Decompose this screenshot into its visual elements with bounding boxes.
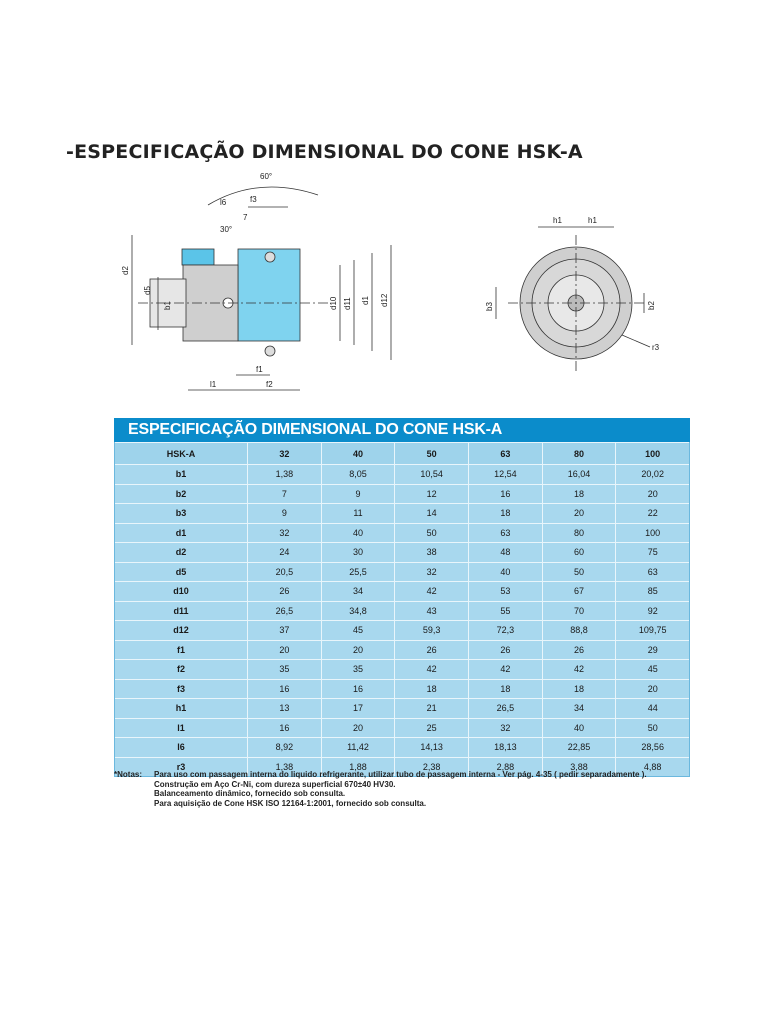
value-cell: 63 <box>468 443 542 464</box>
value-cell: 26 <box>468 641 542 660</box>
value-cell: 24 <box>247 543 321 562</box>
value-cell: 100 <box>615 524 689 543</box>
value-cell: 18,13 <box>468 738 542 757</box>
value-cell: 72,3 <box>468 621 542 640</box>
value-cell: 20 <box>542 504 616 523</box>
row-label-cell: f1 <box>176 644 185 655</box>
value-cell: 1,38 <box>247 758 321 777</box>
value-cell: 43 <box>394 602 468 621</box>
value-cell: 4,88 <box>615 758 689 777</box>
value-cell: 18 <box>542 485 616 504</box>
value-cell: 42 <box>394 660 468 679</box>
value-cell: 50 <box>394 443 468 464</box>
value-cell: 14 <box>394 504 468 523</box>
value-cell: 85 <box>615 582 689 601</box>
note-line: Para aquisição de Cone HSK ISO 12164-1:2001, fornecido sob consulta. <box>154 798 427 808</box>
value-cell: 29 <box>615 641 689 660</box>
value-cell: 42 <box>468 660 542 679</box>
table-row <box>115 503 689 523</box>
value-cell: 2,88 <box>468 758 542 777</box>
value-cell: 40 <box>321 443 395 464</box>
value-cell: 25,5 <box>321 563 395 582</box>
value-cell: 35 <box>247 660 321 679</box>
value-cell: 59,3 <box>394 621 468 640</box>
value-cell: 11 <box>321 504 395 523</box>
value-cell: 16 <box>321 680 395 699</box>
value-cell: 38 <box>394 543 468 562</box>
value-cell: 20 <box>615 485 689 504</box>
table-body <box>114 442 690 777</box>
value-cell: 20 <box>321 719 395 738</box>
ball-top <box>265 252 275 262</box>
label-b2: b2 <box>647 301 656 310</box>
table-row <box>115 523 689 543</box>
value-cell: 48 <box>468 543 542 562</box>
value-cell: 14,13 <box>394 738 468 757</box>
row-label-cell: f3 <box>176 683 185 694</box>
label-b1: b1 <box>163 301 172 310</box>
value-cell: 35 <box>321 660 395 679</box>
row-label-cell: d1 <box>175 527 187 538</box>
spec-table <box>114 418 690 777</box>
value-cell: 32 <box>247 524 321 543</box>
value-cell: 16 <box>247 680 321 699</box>
value-cell: 26 <box>394 641 468 660</box>
value-cell: 8,05 <box>321 465 395 484</box>
cone-blue-section-right <box>238 249 300 341</box>
value-cell: 20 <box>247 641 321 660</box>
value-cell: 1,38 <box>247 465 321 484</box>
table-title: ESPECIFICAÇÃO DIMENSIONAL DO CONE HSK-A <box>114 418 690 442</box>
value-cell: 21 <box>394 699 468 718</box>
row-label-cell: d10 <box>173 586 189 597</box>
value-cell: 45 <box>615 660 689 679</box>
label-f3: f3 <box>250 195 257 204</box>
label-h1-left: h1 <box>553 216 562 225</box>
row-label-cell: b3 <box>175 508 187 519</box>
value-cell: 26 <box>542 641 616 660</box>
label-f2: f2 <box>266 380 273 389</box>
value-cell: 20 <box>321 641 395 660</box>
table-row <box>115 542 689 562</box>
technical-drawing <box>108 165 668 410</box>
row-label-cell: d5 <box>175 566 187 577</box>
label-r3: r3 <box>652 343 660 352</box>
value-cell: 40 <box>468 563 542 582</box>
value-cell: 3,88 <box>542 758 616 777</box>
value-cell: 12 <box>394 485 468 504</box>
value-cell: 37 <box>247 621 321 640</box>
value-cell: 26,5 <box>468 699 542 718</box>
table-row <box>115 464 689 484</box>
value-cell: 60 <box>542 543 616 562</box>
label-f1: f1 <box>256 365 263 374</box>
value-cell: 16 <box>247 719 321 738</box>
row-label-cell: l6 <box>177 742 185 753</box>
value-cell: 63 <box>615 563 689 582</box>
value-cell: 12,54 <box>468 465 542 484</box>
value-cell: 20,5 <box>247 563 321 582</box>
value-cell: 18 <box>468 680 542 699</box>
value-cell: 67 <box>542 582 616 601</box>
value-cell: 75 <box>615 543 689 562</box>
value-cell: 18 <box>394 680 468 699</box>
value-cell: 44 <box>615 699 689 718</box>
note-line: Construção em Aço Cr-Ni, com dureza superficial 670±40 HV30. <box>154 779 396 789</box>
row-label-cell: HSK-A <box>166 448 196 459</box>
value-cell: 7 <box>247 485 321 504</box>
value-cell: 1,88 <box>321 758 395 777</box>
value-cell: 55 <box>468 602 542 621</box>
label-d12: d12 <box>380 293 389 307</box>
row-label-cell: l1 <box>177 722 185 733</box>
value-cell: 70 <box>542 602 616 621</box>
value-cell: 34 <box>321 582 395 601</box>
table-row <box>115 484 689 504</box>
value-cell: 42 <box>542 660 616 679</box>
value-cell: 26 <box>247 582 321 601</box>
table-row <box>115 562 689 582</box>
value-cell: 34,8 <box>321 602 395 621</box>
label-l1: l1 <box>210 380 217 389</box>
label-seven: 7 <box>243 213 248 222</box>
value-cell: 10,54 <box>394 465 468 484</box>
row-label-cell: d11 <box>173 605 189 616</box>
row-label-cell: r3 <box>176 761 186 772</box>
value-cell: 40 <box>321 524 395 543</box>
value-cell: 53 <box>468 582 542 601</box>
table-header-row <box>115 442 689 464</box>
value-cell: 18 <box>468 504 542 523</box>
table-row <box>115 718 689 738</box>
value-cell: 45 <box>321 621 395 640</box>
row-label-cell: b2 <box>175 488 187 499</box>
table-row <box>115 698 689 718</box>
value-cell: 30 <box>321 543 395 562</box>
value-cell: 22 <box>615 504 689 523</box>
label-l6: l6 <box>220 198 227 207</box>
table-row <box>115 581 689 601</box>
table-row <box>115 679 689 699</box>
value-cell: 18 <box>542 680 616 699</box>
value-cell: 20 <box>615 680 689 699</box>
value-cell: 9 <box>247 504 321 523</box>
value-cell: 40 <box>542 719 616 738</box>
label-angle30: 30° <box>220 225 233 234</box>
ball-bottom <box>265 346 275 356</box>
value-cell: 20,02 <box>615 465 689 484</box>
value-cell: 17 <box>321 699 395 718</box>
row-label-cell: d2 <box>175 547 187 558</box>
label-b3: b3 <box>485 302 494 311</box>
value-cell: 16 <box>468 485 542 504</box>
value-cell: 11,42 <box>321 738 395 757</box>
label-angle60: 60° <box>260 172 273 181</box>
value-cell: 25 <box>394 719 468 738</box>
value-cell: 50 <box>615 719 689 738</box>
value-cell: 34 <box>542 699 616 718</box>
value-cell: 109,75 <box>615 621 689 640</box>
table-row <box>115 620 689 640</box>
note-line: Para uso com passagem interna do liquido refrigerante, utilizar tubo de passagem interna - Ver pág. 4-35 ( pedir separadamente ). <box>154 770 647 779</box>
label-d11: d11 <box>343 297 352 310</box>
value-cell: 22,85 <box>542 738 616 757</box>
cone-blue-section <box>182 249 214 265</box>
note-line: Balanceamento dinâmico, fornecido sob consulta. <box>154 789 346 798</box>
notes-lines <box>154 770 714 808</box>
value-cell: 13 <box>247 699 321 718</box>
label-h1-right: h1 <box>588 216 597 225</box>
value-cell: 16,04 <box>542 465 616 484</box>
table-row <box>115 640 689 660</box>
value-cell: 32 <box>394 563 468 582</box>
notes-label: *Notas: <box>114 770 143 779</box>
page-title: -ESPECIFICAÇÃO DIMENSIONAL DO CONE HSK-A <box>66 141 583 163</box>
value-cell: 50 <box>542 563 616 582</box>
value-cell: 9 <box>321 485 395 504</box>
row-label-cell: f2 <box>176 664 185 675</box>
label-d5: d5 <box>143 286 152 295</box>
row-label-cell: d12 <box>173 625 189 636</box>
value-cell: 42 <box>394 582 468 601</box>
value-cell: 92 <box>615 602 689 621</box>
value-cell: 80 <box>542 524 616 543</box>
value-cell: 32 <box>468 719 542 738</box>
label-d1: d1 <box>361 296 370 305</box>
value-cell: 100 <box>615 443 689 464</box>
value-cell: 50 <box>394 524 468 543</box>
value-cell: 88,8 <box>542 621 616 640</box>
table-row <box>115 601 689 621</box>
value-cell: 80 <box>542 443 616 464</box>
row-label-cell: h1 <box>175 703 187 714</box>
value-cell: 32 <box>247 443 321 464</box>
table-row <box>115 737 689 757</box>
row-label-cell: b1 <box>175 469 187 480</box>
value-cell: 28,56 <box>615 738 689 757</box>
table-row <box>115 659 689 679</box>
value-cell: 2,38 <box>394 758 468 777</box>
label-d10: d10 <box>329 296 338 310</box>
value-cell: 26,5 <box>247 602 321 621</box>
value-cell: 63 <box>468 524 542 543</box>
value-cell: 8,92 <box>247 738 321 757</box>
label-d2: d2 <box>121 266 130 275</box>
